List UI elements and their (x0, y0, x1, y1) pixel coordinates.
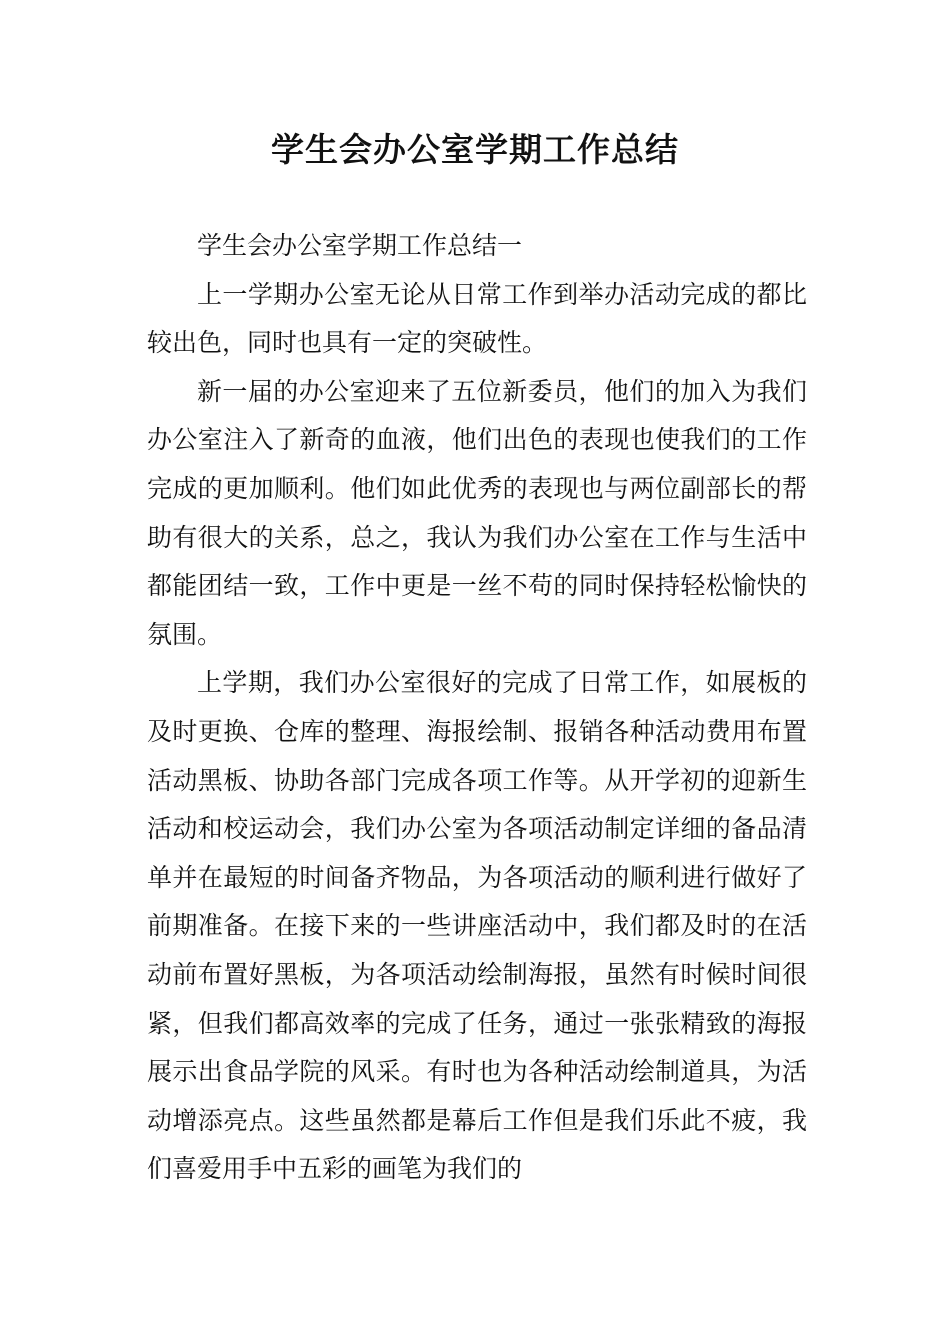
document-body (147, 222, 807, 1194)
paragraph-3: 上学期，我们办公室很好的完成了日常工作，如展板的及时更换、仓库的整理、海报绘制、报销各种活动费用布置活动黑板、协助各部门完成各项工作等。从开学初的迎新生活动和校运动会，我们办公室为各项活动制定详细的备品清单并在最短的时间备齐物品，为各项活动的顺利进行做好了前期准备。在接下来的一些讲座活动中，我们都及时的在活动前布置好黑板，为各项活动绘制海报，虽然有时候时间很紧，但我们都高效率的完成了任务，通过一张张精致的海报展示出食品学院的风采。有时也为各种活动绘制道具，为活动增添亮点。这些虽然都是幕后工作但是我们乐此不疲，我们喜爱用手中五彩的画笔为我们的 (147, 668, 807, 1184)
paragraph-2: 新一届的办公室迎来了五位新委员，他们的加入为我们办公室注入了新奇的血液，他们出色的表现也使我们的工作完成的更加顺利。他们如此优秀的表现也与两位副部长的帮助有很大的关系，总之，我认为我们办公室在工作与生活中都能团结一致，工作中更是一丝不苟的同时保持轻松愉快的氛围。 (147, 376, 807, 649)
document-title: 学生会办公室学期工作总结 (271, 130, 679, 169)
subtitle-paragraph: 学生会办公室学期工作总结一 (197, 231, 523, 260)
paragraph-1: 上一学期办公室无论从日常工作到举办活动完成的都比较出色，同时也具有一定的突破性。 (147, 279, 807, 358)
